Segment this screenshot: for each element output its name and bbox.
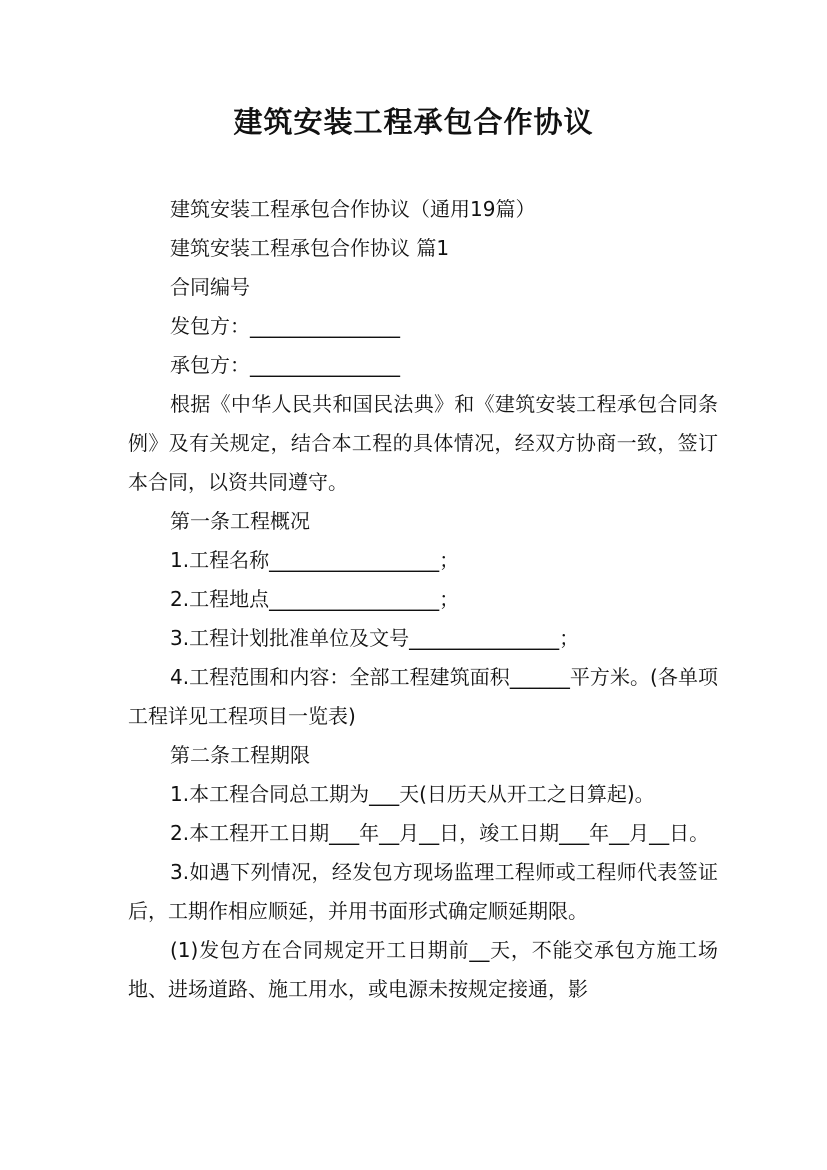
paragraph-total-duration: 1.本工程合同总工期为___天(日历天从开工之日算起)。 <box>170 782 655 806</box>
paragraph-approval-unit: 3.工程计划批准单位及文号_______________； <box>170 626 580 650</box>
paragraph-article-2-heading: 第二条工程期限 <box>170 743 310 767</box>
paragraph-employer: 发包方：_______________ <box>170 314 400 338</box>
paragraph-start-end-dates: 2.本工程开工日期___年__月__日，竣工日期___年__月__日。 <box>170 821 710 845</box>
paragraph-project-scope: 4.工程范围和内容：全部工程建筑面积______平方米。(各单项工程详见工程项目一览表) <box>128 665 718 728</box>
document-body <box>128 190 718 1009</box>
paragraph-part-heading: 建筑安装工程承包合作协议 篇1 <box>170 236 450 260</box>
paragraph-preamble: 根据《中华人民共和国民法典》和《建筑安装工程承包合同条例》及有关规定，结合本工程的具体情况，经双方协商一致，签订本合同，以资共同遵守。 <box>128 392 718 494</box>
paragraph-subtitle: 建筑安装工程承包合作协议（通用19篇） <box>170 197 536 221</box>
paragraph-contractor: 承包方：_______________ <box>170 353 400 377</box>
document-title: 建筑安装工程承包合作协议 <box>233 105 594 139</box>
paragraph-contract-number: 合同编号 <box>170 275 250 299</box>
paragraph-project-location: 2.工程地点_________________； <box>170 587 460 611</box>
paragraph-article-1-heading: 第一条工程概况 <box>170 509 310 533</box>
paragraph-project-name: 1.工程名称_________________； <box>170 548 460 572</box>
paragraph-extension-conditions: 3.如遇下列情况，经发包方现场监理工程师或工程师代表签证后，工期作相应顺延，并用书面形式确定顺延期限。 <box>128 860 718 923</box>
paragraph-condition-1: (1)发包方在合同规定开工日期前__天，不能交承包方施工场地、进场道路、施工用水，或电源未按规定接通，影 <box>128 938 718 1001</box>
